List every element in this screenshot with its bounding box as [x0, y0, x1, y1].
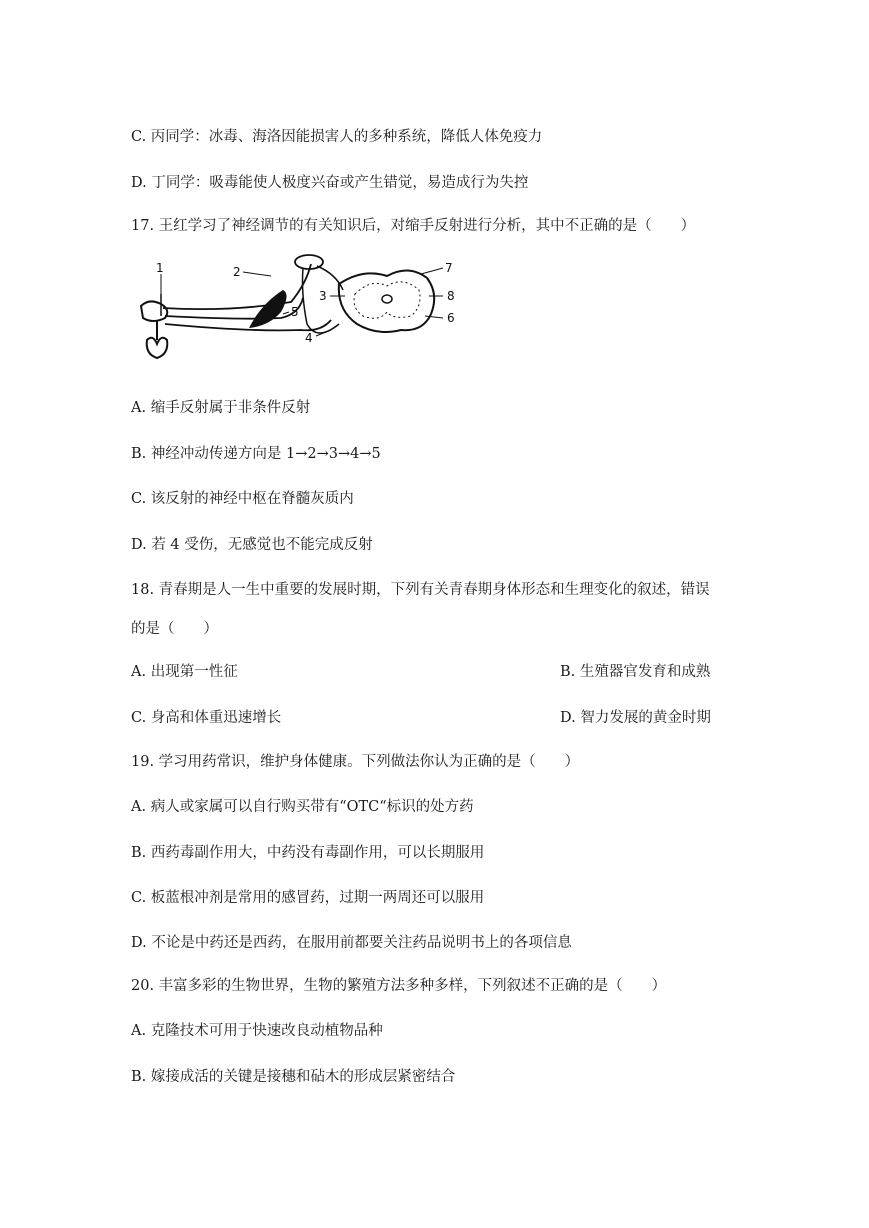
- q20-stem: 20. 丰富多彩的生物世界，生物的繁殖方法多种多样，下列叙述不正确的是（ ）: [131, 978, 667, 994]
- q19-option-c: C. 板蓝根冲剂是常用的感冒药，过期一两周还可以服用: [131, 890, 485, 906]
- ganglion: [249, 290, 287, 328]
- label-7: 7: [445, 261, 453, 275]
- grey-matter: [354, 282, 420, 318]
- q17-stem: 17. 王红学习了神经调节的有关知识后，对缩手反射进行分析，其中不正确的是（ ）: [131, 218, 696, 234]
- label-2: 2: [233, 265, 241, 279]
- central-canal: [382, 295, 392, 303]
- fingertip-shape: [141, 301, 167, 321]
- reflex-arc-diagram: [131, 254, 476, 372]
- q19-option-a: A. 病人或家属可以自行购买带有“OTC“标识的处方药: [131, 799, 474, 815]
- q18-option-a: A. 出现第一性征: [131, 664, 238, 680]
- label-8: 8: [447, 289, 455, 303]
- q20-option-a: A. 克隆技术可用于快速改良动植物品种: [131, 1023, 383, 1039]
- label-6: 6: [447, 311, 455, 325]
- label-5: 5: [291, 305, 299, 319]
- label-1: 1: [156, 261, 164, 275]
- q17-option-c: C. 该反射的神经中枢在脊髓灰质内: [131, 491, 354, 507]
- label-4: 4: [305, 331, 313, 345]
- q18-stem-line2: 的是（ ）: [131, 621, 218, 637]
- label-3: 3: [319, 289, 327, 303]
- q19-stem: 19. 学习用药常识，维护身体健康。下列做法你认为正确的是（ ）: [131, 754, 580, 770]
- q19-option-d: D. 不论是中药还是西药，在服用前都要关注药品说明书上的各项信息: [131, 935, 572, 951]
- q17-option-b: B. 神经冲动传递方向是 1→2→3→4→5: [131, 446, 381, 462]
- q16-option-d: D. 丁同学：吸毒能使人极度兴奋或产生错觉，易造成行为失控: [131, 175, 529, 191]
- q18-option-b: B. 生殖器官发育和成熟: [560, 664, 711, 680]
- q19-option-b: B. 西药毒副作用大，中药没有毒副作用，可以长期服用: [131, 845, 485, 861]
- q18-option-c: C. 身高和体重迅速增长: [131, 710, 282, 726]
- q18-option-d: D. 智力发展的黄金时期: [560, 710, 711, 726]
- q17-option-a: A. 缩手反射属于非条件反射: [131, 400, 311, 416]
- q17-option-d: D. 若 4 受伤，无感觉也不能完成反射: [131, 537, 373, 553]
- q18-stem-line1: 18. 青春期是人一生中重要的发展时期，下列有关青春期身体形态和生理变化的叙述，错误: [131, 582, 710, 598]
- q20-option-b: B. 嫁接成活的关键是接穗和砧木的形成层紧密结合: [131, 1069, 456, 1085]
- q16-option-c: C. 丙同学：冰毒、海洛因能损害人的多种系统，降低人体免疫力: [131, 129, 543, 145]
- effector-cup: [147, 338, 168, 358]
